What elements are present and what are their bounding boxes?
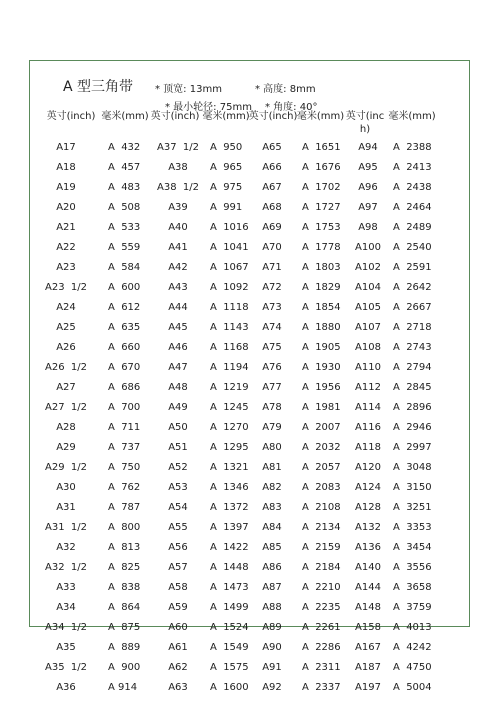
belt-length-mm: A 1118 [210,302,249,313]
belt-length-mm: A 1499 [210,602,249,613]
belt-size-code: A18 [56,162,76,173]
belt-size-code: A69 [262,222,282,233]
belt-length-mm: A 1092 [210,282,249,293]
belt-size-code: A91 [262,662,282,673]
belt-length-mm: A 533 [108,222,141,233]
belt-size-code: A46 [168,342,188,353]
belt-length-mm: A 875 [108,622,141,633]
belt-length-mm: A 1245 [210,402,249,413]
belt-size-code: A58 [168,582,188,593]
belt-length-mm: A 2134 [302,522,341,533]
belt-size-code: A31 [56,502,76,513]
belt-size-code: A90 [262,642,282,653]
belt-size-code: A56 [168,542,188,553]
header-inch-4-line1: 英寸(inc [345,111,385,122]
belt-size-code: A132 [355,522,381,533]
belt-size-code: A38 [168,162,188,173]
belt-length-mm: A 2032 [302,442,341,453]
belt-length-mm: A 4013 [393,622,432,633]
belt-size-code: A144 [355,582,381,593]
belt-size-code: A65 [262,142,282,153]
belt-size-code: A17 [56,142,76,153]
belt-size-code: A62 [168,662,188,673]
belt-length-mm: A 2337 [302,682,341,693]
column-inch-3 [253,138,291,698]
column-mm-3 [302,138,350,698]
belt-size-code: A84 [262,522,282,533]
belt-length-mm: A 1397 [210,522,249,533]
belt-size-code: A32 [56,542,76,553]
belt-length-mm: A 1524 [210,622,249,633]
belt-length-mm: A 2388 [393,142,432,153]
belt-size-code: A71 [262,262,282,273]
belt-size-code: A77 [262,382,282,393]
belt-length-mm: A 838 [108,582,141,593]
belt-size-code: A55 [168,522,188,533]
belt-length-mm: A 1753 [302,222,341,233]
belt-size-code: A54 [168,502,188,513]
belt-length-mm: A 975 [210,182,243,193]
belt-length-mm: A 1600 [210,682,249,693]
header-inch-3: 英寸(inch) [248,111,298,122]
belt-size-code: A89 [262,622,282,633]
belt-size-code: A197 [355,682,381,693]
belt-length-mm: A 2210 [302,582,341,593]
spec-top-width: * 顶宽: 13mm [155,84,222,95]
belt-length-mm: A 1956 [302,382,341,393]
belt-size-code: A78 [262,402,282,413]
belt-size-code: A35 [56,642,76,653]
belt-size-code: A81 [262,462,282,473]
page-title: A 型三角带 [63,79,134,95]
belt-size-code: A35 1/2 [44,662,88,673]
spec-angle: * 角度: 40° [265,102,318,113]
belt-size-code: A37 1/2 [156,142,200,153]
belt-size-code: A40 [168,222,188,233]
belt-size-code: A19 [56,182,76,193]
belt-size-code: A48 [168,382,188,393]
belt-length-mm: A 1930 [302,362,341,373]
belt-length-mm: A 3658 [393,582,432,593]
belt-length-mm: A 2311 [302,662,341,673]
belt-length-mm: A 1803 [302,262,341,273]
belt-size-code: A20 [56,202,76,213]
belt-length-mm: A 2159 [302,542,341,553]
belt-length-mm: A 750 [108,462,141,473]
belt-length-mm: A 950 [210,142,243,153]
belt-length-mm: A 1702 [302,182,341,193]
belt-size-code: A110 [355,362,381,373]
belt-length-mm: A 1219 [210,382,249,393]
belt-length-mm: A 1676 [302,162,341,173]
header-inch-4-line2: h) [359,124,371,135]
belt-size-code: A97 [358,202,378,213]
column-inch-2 [150,138,206,698]
belt-length-mm: A 900 [108,662,141,673]
belt-size-code: A73 [262,302,282,313]
belt-length-mm: A 3150 [393,482,432,493]
belt-length-mm: A 1168 [210,342,249,353]
belt-length-mm: A 2845 [393,382,432,393]
belt-length-mm: A 762 [108,482,141,493]
belt-length-mm: A 914 [108,682,138,693]
belt-length-mm: A 660 [108,342,141,353]
belt-size-code: A29 [56,442,76,453]
belt-length-mm: A 3759 [393,602,432,613]
belt-length-mm: A 2413 [393,162,432,173]
belt-size-code: A136 [355,542,381,553]
belt-length-mm: A 670 [108,362,141,373]
belt-size-code: A83 [262,502,282,513]
belt-length-mm: A 1549 [210,642,249,653]
belt-size-code: A57 [168,562,188,573]
belt-length-mm: A 2083 [302,482,341,493]
belt-size-code: A41 [168,242,188,253]
belt-length-mm: A 635 [108,322,141,333]
belt-length-mm: A 584 [108,262,141,273]
belt-length-mm: A 612 [108,302,141,313]
belt-size-code: A85 [262,542,282,553]
belt-size-code: A49 [168,402,188,413]
belt-length-mm: A 700 [108,402,141,413]
belt-size-code: A88 [262,602,282,613]
column-mm-2 [210,138,258,698]
belt-length-mm: A 825 [108,562,141,573]
belt-size-code: A116 [355,422,381,433]
belt-size-code: A98 [358,222,378,233]
belt-size-code: A45 [168,322,188,333]
header-mm-1: 毫米(mm) [101,111,149,122]
belt-size-code: A112 [355,382,381,393]
belt-length-mm: A 889 [108,642,141,653]
belt-size-code: A51 [168,442,188,453]
belt-length-mm: A 432 [108,142,141,153]
belt-length-mm: A 2007 [302,422,341,433]
belt-size-code: A94 [358,142,378,153]
belt-size-code: A43 [168,282,188,293]
belt-size-code: A23 [56,262,76,273]
belt-size-code: A59 [168,602,188,613]
belt-size-code: A26 1/2 [44,362,88,373]
belt-size-code: A21 [56,222,76,233]
belt-size-code: A76 [262,362,282,373]
belt-length-mm: A 2642 [393,282,432,293]
belt-size-code: A104 [355,282,381,293]
belt-size-code: A50 [168,422,188,433]
belt-length-mm: A 800 [108,522,141,533]
belt-length-mm: A 2591 [393,262,432,273]
belt-size-code: A36 [56,682,76,693]
belt-length-mm: A 3454 [393,542,432,553]
belt-length-mm: A 2286 [302,642,341,653]
belt-size-code: A108 [355,342,381,353]
belt-size-code: A60 [168,622,188,633]
belt-size-code: A27 1/2 [44,402,88,413]
belt-length-mm: A 2743 [393,342,432,353]
belt-length-mm: A 1194 [210,362,249,373]
header-inch-4 [343,110,387,136]
belt-length-mm: A 2946 [393,422,432,433]
belt-size-code: A107 [355,322,381,333]
column-mm-1 [108,138,152,698]
belt-size-code: A25 [56,322,76,333]
belt-length-mm: A 1473 [210,582,249,593]
header-mm-4: 毫米(mm) [388,111,436,122]
belt-length-mm: A 2184 [302,562,341,573]
belt-size-code: A72 [262,282,282,293]
belt-size-code: A33 [56,582,76,593]
header-inch-1: 英寸(inch) [46,111,96,122]
belt-length-mm: A 1854 [302,302,341,313]
belt-size-code: A26 [56,342,76,353]
belt-size-code: A61 [168,642,188,653]
belt-length-mm: A 3048 [393,462,432,473]
belt-length-mm: A 600 [108,282,141,293]
belt-length-mm: A 5004 [393,682,432,693]
belt-length-mm: A 1270 [210,422,249,433]
column-inch-1 [38,138,94,698]
belt-size-code: A63 [168,682,188,693]
belt-length-mm: A 686 [108,382,141,393]
belt-length-mm: A 1905 [302,342,341,353]
belt-length-mm: A 2438 [393,182,432,193]
belt-size-code: A34 [56,602,76,613]
belt-size-code: A47 [168,362,188,373]
belt-length-mm: A 3556 [393,562,432,573]
belt-length-mm: A 2108 [302,502,341,513]
belt-size-code: A148 [355,602,381,613]
belt-length-mm: A 1067 [210,262,249,273]
header-inch-2: 英寸(inch) [150,111,200,122]
belt-size-code: A28 [56,422,76,433]
belt-length-mm: A 2235 [302,602,341,613]
belt-size-code: A167 [355,642,381,653]
belt-length-mm: A 965 [210,162,243,173]
belt-size-code: A29 1/2 [44,462,88,473]
belt-size-code: A34 1/2 [44,622,88,633]
belt-length-mm: A 1981 [302,402,341,413]
belt-length-mm: A 2261 [302,622,341,633]
belt-length-mm: A 1346 [210,482,249,493]
belt-size-code: A39 [168,202,188,213]
belt-size-code: A44 [168,302,188,313]
belt-size-code: A158 [355,622,381,633]
belt-size-code: A124 [355,482,381,493]
belt-length-mm: A 1422 [210,542,249,553]
belt-size-code: A74 [262,322,282,333]
belt-length-mm: A 4750 [393,662,432,673]
belt-length-mm: A 737 [108,442,141,453]
belt-size-code: A100 [355,242,381,253]
header-mm-3: 毫米(mm) [296,111,345,122]
belt-size-code: A23 1/2 [44,282,88,293]
spec-height: * 高度: 8mm [255,84,316,95]
belt-size-code: A32 1/2 [44,562,88,573]
column-inch-4 [348,138,388,698]
belt-length-mm: A 2057 [302,462,341,473]
belt-size-code: A140 [355,562,381,573]
belt-length-mm: A 2540 [393,242,432,253]
belt-size-code: A79 [262,422,282,433]
belt-length-mm: A 1880 [302,322,341,333]
belt-length-mm: A 1727 [302,202,341,213]
belt-size-code: A114 [355,402,381,413]
belt-length-mm: A 483 [108,182,141,193]
belt-length-mm: A 1295 [210,442,249,453]
belt-size-code: A82 [262,482,282,493]
belt-size-code: A80 [262,442,282,453]
belt-length-mm: A 457 [108,162,141,173]
column-mm-4 [393,138,443,698]
belt-size-code: A86 [262,562,282,573]
belt-length-mm: A 1016 [210,222,249,233]
belt-size-code: A105 [355,302,381,313]
belt-size-code: A70 [262,242,282,253]
belt-length-mm: A 2718 [393,322,432,333]
belt-length-mm: A 2794 [393,362,432,373]
belt-size-code: A27 [56,382,76,393]
belt-size-code: A52 [168,462,188,473]
belt-length-mm: A 2997 [393,442,432,453]
belt-size-code: A42 [168,262,188,273]
belt-length-mm: A 813 [108,542,141,553]
belt-length-mm: A 1829 [302,282,341,293]
belt-length-mm: A 1041 [210,242,249,253]
belt-size-code: A75 [262,342,282,353]
belt-length-mm: A 1321 [210,462,249,473]
belt-length-mm: A 3353 [393,522,432,533]
belt-size-code: A66 [262,162,282,173]
belt-length-mm: A 3251 [393,502,432,513]
belt-size-code: A118 [355,442,381,453]
belt-length-mm: A 711 [108,422,141,433]
belt-length-mm: A 1778 [302,242,341,253]
belt-length-mm: A 559 [108,242,141,253]
belt-size-code: A102 [355,262,381,273]
belt-length-mm: A 2489 [393,222,432,233]
belt-length-mm: A 991 [210,202,243,213]
belt-size-code: A96 [358,182,378,193]
belt-length-mm: A 2464 [393,202,432,213]
header-mm-2: 毫米(mm) [202,111,250,122]
belt-length-mm: A 864 [108,602,141,613]
belt-size-code: A53 [168,482,188,493]
belt-size-code: A92 [262,682,282,693]
belt-size-code: A187 [355,662,381,673]
belt-length-mm: A 508 [108,202,141,213]
belt-size-code: A22 [56,242,76,253]
belt-length-mm: A 1448 [210,562,249,573]
belt-size-code: A38 1/2 [156,182,200,193]
belt-size-code: A128 [355,502,381,513]
belt-length-mm: A 2667 [393,302,432,313]
belt-size-code: A67 [262,182,282,193]
belt-length-mm: A 1651 [302,142,341,153]
belt-length-mm: A 787 [108,502,141,513]
belt-size-code: A120 [355,462,381,473]
spec-min-wheel-diameter: * 最小轮径: 75mm [165,102,252,113]
belt-size-code: A31 1/2 [44,522,88,533]
belt-size-code: A95 [358,162,378,173]
belt-size-code: A30 [56,482,76,493]
belt-size-code: A68 [262,202,282,213]
belt-length-mm: A 2896 [393,402,432,413]
belt-length-mm: A 1143 [210,322,249,333]
belt-size-code: A24 [56,302,76,313]
belt-length-mm: A 1575 [210,662,249,673]
belt-length-mm: A 1372 [210,502,249,513]
belt-length-mm: A 4242 [393,642,432,653]
belt-size-code: A87 [262,582,282,593]
